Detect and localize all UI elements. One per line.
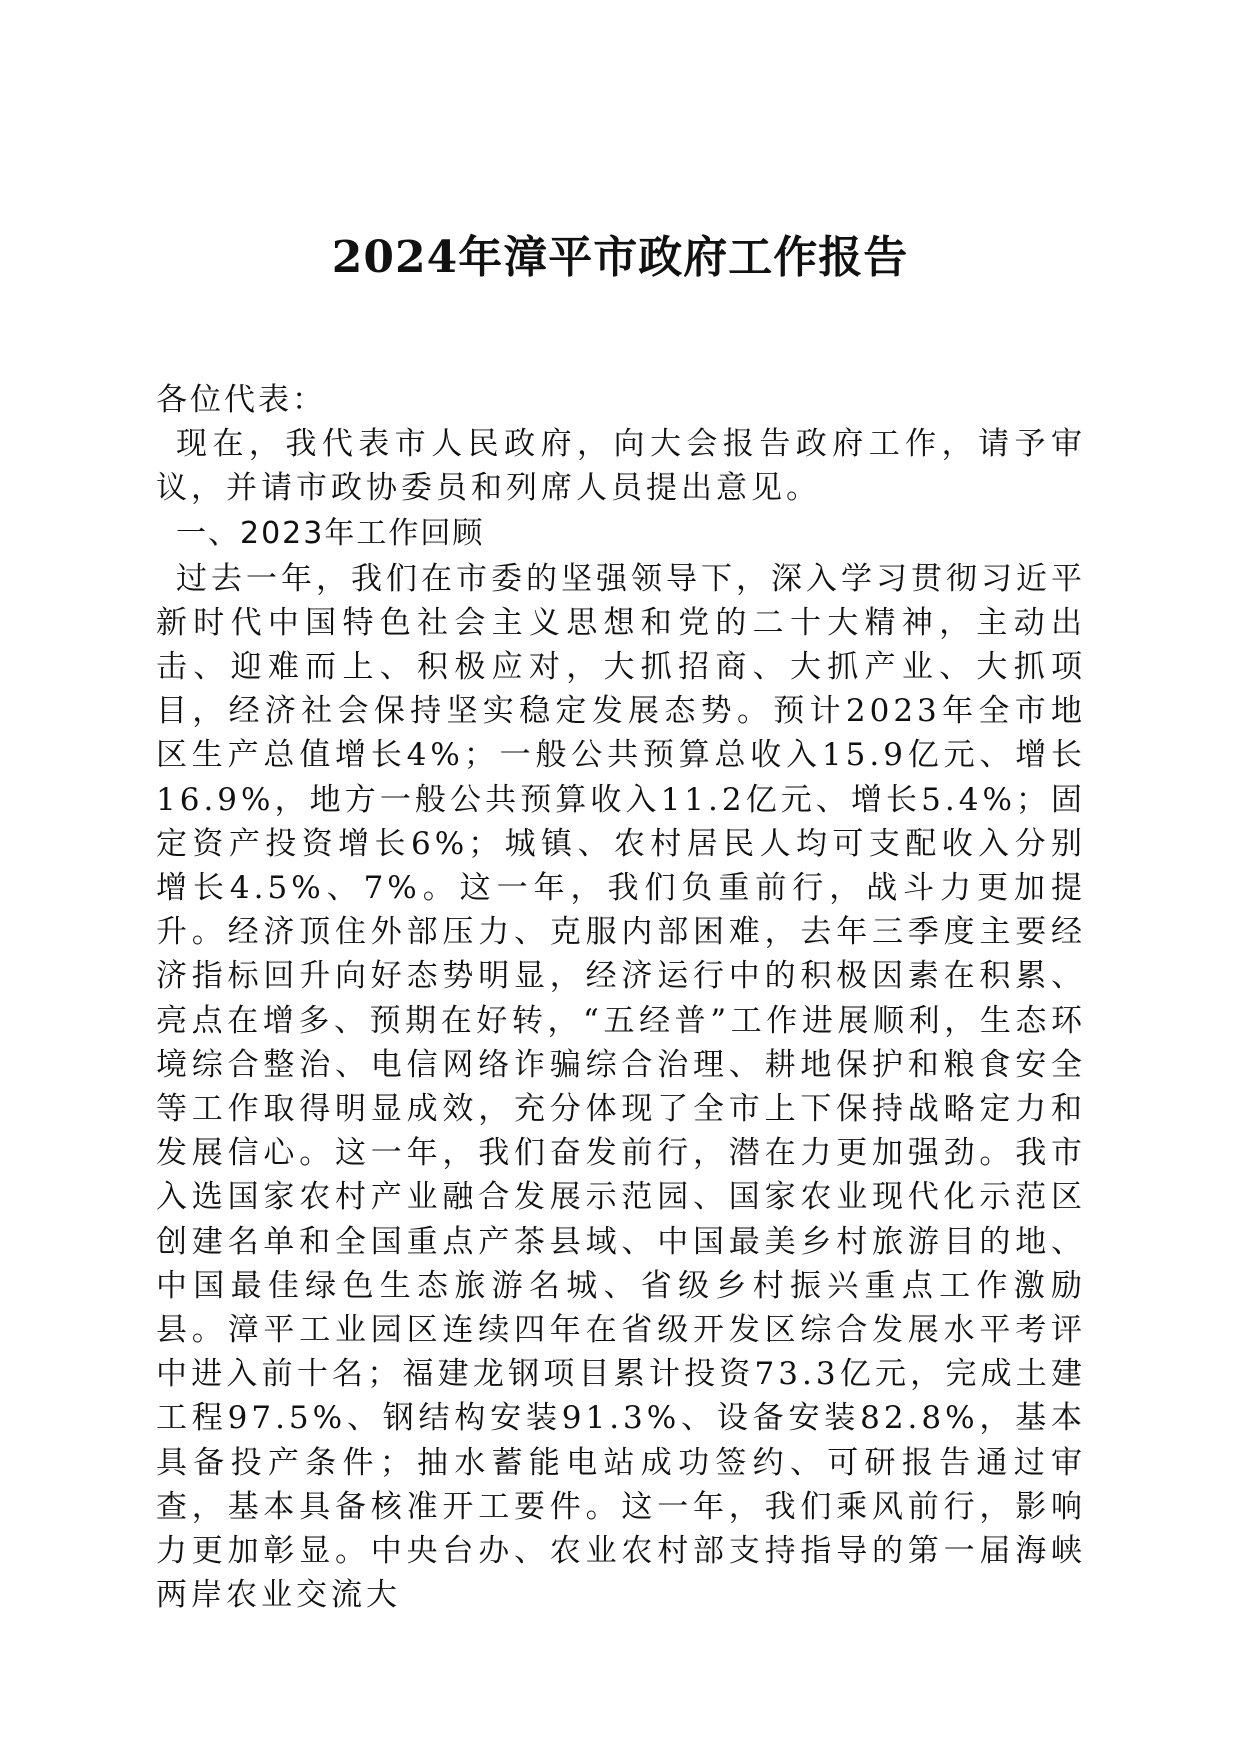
document-body [156,378,1086,1617]
document-title: 2024年漳平市政府工作报告 [331,232,909,283]
body-paragraph: 过去一年，我们在市委的坚强领导下，深入学习贯彻习近平新时代中国特色社会主义思想和党的二十大精神，主动出击、迎难而上、积极应对，大抓招商、大抓产业、大抓项目，经济社会保持坚实稳定发展态势。预计2023年全市地区生产总值增长4%；一般公共预算总收入15.9亿元、增长16.9%，地方一般公共预算收入11.2亿元、增长5.4%；固定资产投资增长6%；城镇、农村居民人均可支配收入分别增长4.5%、7%。这一年，我们负重前行，战斗力更加提升。经济顶住外部压力、克服内部困难，去年三季度主要经济指标回升向好态势明显，经济运行中的积极因素在积累、亮点在增多、预期在好转，“五经普”工作进展顺利，生态环境综合整治、电信网络诈骗综合治理、耕地保护和粮食安全等工作取得明显成效，充分体现了全市上下保持战略定力和发展信心。这一年，我们奋发前行，潜在力更加强劲。我市入选国家农村产业融合发展示范园、国家农业现代化示范区创建名单和全国重点产茶县域、中国最美乡村旅游目的地、中国最佳绿色生态旅游名城、省级乡村振兴重点工作激励县。漳平工业园区连续四年在省级开发区综合发展水平考评中进入前十名；福建龙钢项目累计投资73.3亿元，完成土建工程97.5%、钢结构安装91.3%、设备安装82.8%，基本具备投产条件；抽水蓄能电站成功签约、可研报告通过审查，基本具备核准开工要件。这一年，我们乘风前行，影响力更加彰显。中央台办、农业农村部支持指导的第一届海峡两岸农业交流大 [156,560,1086,1614]
opening-paragraph: 现在，我代表市人民政府，向大会报告政府工作，请予审议，并请市政协委员和列席人员提出意见。 [156,426,1086,507]
salutation: 各位代表： [156,382,326,418]
section-heading: 一、2023年工作回顾 [176,515,485,551]
